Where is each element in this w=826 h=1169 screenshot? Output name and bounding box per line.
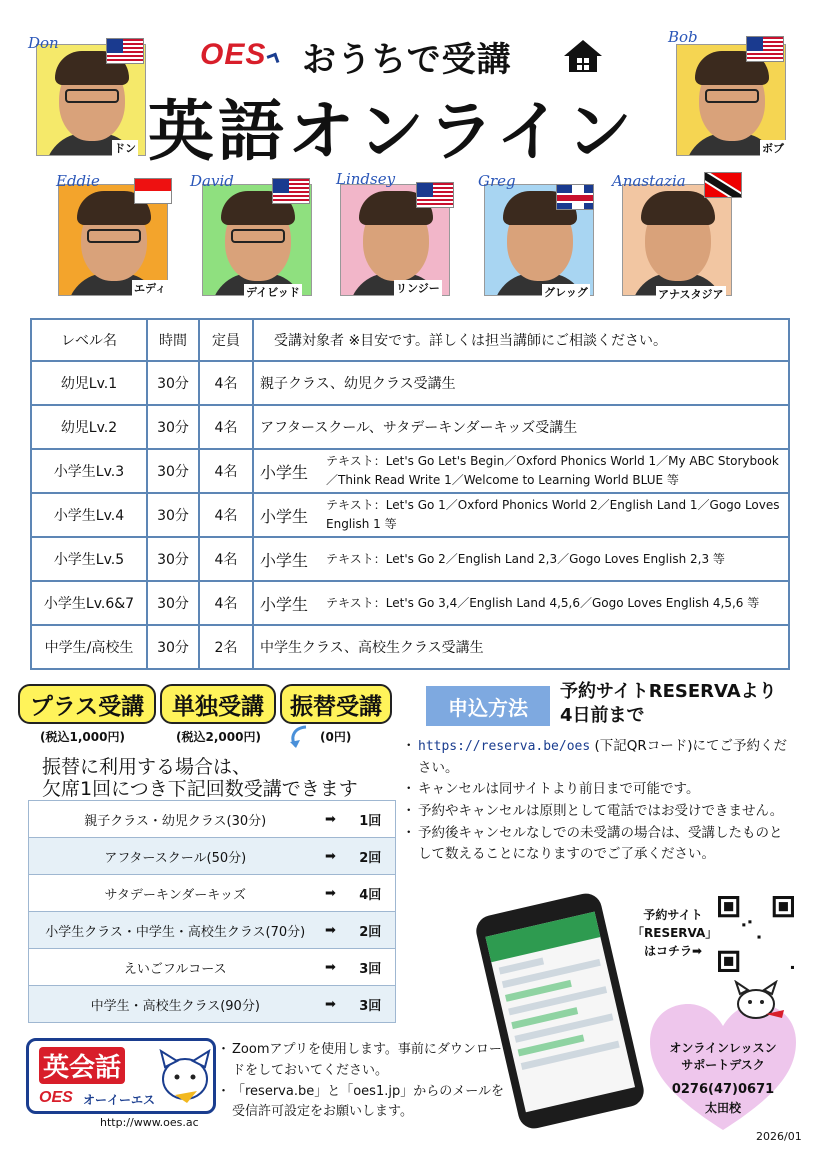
apply-item-2: ・ キャンセルは同サイトより前日まで可能です。 (404, 779, 794, 801)
level-capacity: 4名 (199, 405, 253, 449)
flag-us-icon (106, 38, 144, 64)
target-label: 小学生 (260, 462, 309, 482)
transfer-note-line2: 欠席1回につき下記回数受講できます (42, 778, 358, 800)
reserva-link[interactable]: https://reserva.be/oes (418, 739, 591, 754)
single-course-badge: 単独受講 (160, 684, 276, 724)
makeup-course-badge: 振替受講 (280, 684, 392, 724)
level-row (31, 361, 789, 405)
qr-label: 予約サイト 「RESERVA」 はコチラ➡ (632, 908, 718, 958)
level-row (31, 449, 789, 493)
website-url[interactable]: http://www.oes.ac (100, 1116, 199, 1129)
flag-us-icon (272, 178, 310, 204)
target-label: 小学生 (260, 594, 309, 614)
transfer-course: 中学生・高校生クラス(90分) (29, 986, 316, 1023)
header-time: 時間 (147, 319, 199, 361)
level-time: 30分 (147, 581, 199, 625)
teacher-name-en: Don (28, 34, 59, 52)
target-label: 親子クラス、幼児クラス受講生 (260, 376, 456, 392)
curved-arrow-icon (286, 724, 310, 750)
page-title: 英語オンライン (148, 93, 637, 170)
transfer-count: 2回 (346, 838, 396, 875)
qr-code[interactable] (718, 896, 794, 972)
transfer-row (29, 986, 396, 1023)
level-capacity: 4名 (199, 493, 253, 537)
dog-logo-icon (157, 1047, 213, 1107)
target-text: テキスト：Let's Go 1／Oxford Phonics World 2／English Land 1／Gogo Loves English 1 等 (326, 498, 780, 531)
teacher-name-jp: リンジー (396, 282, 440, 295)
flag-uk-icon (556, 184, 594, 210)
target-text: テキスト：Let's Go Let's Begin／Oxford Phonics World 1／My ABC Storybook／Think Read Write 1／Welcome to Learning World BLUE 等 (326, 454, 779, 487)
level-time: 30分 (147, 493, 199, 537)
level-table (30, 318, 790, 670)
level-row (31, 581, 789, 625)
teacher-photo-anastazia (622, 184, 732, 296)
apply-item-1: ・ https://reserva.be/oes (下記QRコード)にてご予約ください。 (404, 736, 794, 779)
target-label: 小学生 (260, 550, 309, 570)
arrow-right-icon: ➡ (316, 838, 346, 875)
flag-us-icon (416, 182, 454, 208)
target-label: 中学生クラス、高校生クラス受講生 (260, 640, 484, 656)
issue-date: 2026/01 (756, 1130, 802, 1143)
level-name: 幼児Lv.1 (31, 361, 147, 405)
teacher-name-jp: アナスタジア (658, 288, 724, 301)
level-capacity: 2名 (199, 625, 253, 669)
apply-instructions (404, 736, 794, 866)
apply-item-4: ・ 予約後キャンセルなしでの未受講の場合は、受講したものとして数えることになりますのでご了承ください。 (404, 823, 794, 866)
transfer-row (29, 838, 396, 875)
transfer-course: アフタースクール(50分) (29, 838, 316, 875)
header-level: レベル名 (31, 319, 147, 361)
level-row (31, 493, 789, 537)
level-time: 30分 (147, 537, 199, 581)
header-target: 受講対象者 ※目安です。詳しくは担当講師にご相談ください。 (253, 319, 789, 361)
transfer-count: 1回 (346, 801, 396, 838)
level-time: 30分 (147, 449, 199, 493)
footer-note-zoom: ・ Zoomアプリを使用します。事前にダウンロードをしておいてください。 (220, 1040, 504, 1082)
transfer-count: 2回 (346, 912, 396, 949)
transfer-course: 親子クラス・幼児クラス(30分) (29, 801, 316, 838)
support-desk: オンラインレッスン サポートデスク 0276(47)0671 太田校 (656, 1040, 790, 1117)
level-row (31, 537, 789, 581)
teacher-name-jp: ドン (114, 142, 136, 155)
transfer-row (29, 912, 396, 949)
footer-note-mail: ・ 「reserva.be」と「oes1.jp」からのメールを受信許可設定をお願いします。 (220, 1082, 504, 1124)
flag-id-icon (134, 178, 172, 204)
target-label: アフタースクール、サタデーキンダーキッズ受講生 (260, 420, 578, 436)
level-name: 中学生/高校生 (31, 625, 147, 669)
arrow-right-icon: ➡ (316, 912, 346, 949)
transfer-course: サタデーキンダーキッズ (29, 875, 316, 912)
level-capacity: 4名 (199, 361, 253, 405)
level-name: 幼児Lv.2 (31, 405, 147, 449)
target-text: テキスト：Let's Go 3,4／English Land 4,5,6／Gogo Loves English 4,5,6 等 (326, 595, 760, 610)
support-branch: 太田校 (704, 1100, 741, 1115)
teacher-name-en: Lindsey (336, 170, 396, 188)
teacher-name-en: Eddie (56, 172, 100, 190)
transfer-note-line1: 振替に利用する場合は、 (42, 756, 252, 778)
level-name: 小学生Lv.5 (31, 537, 147, 581)
dog-mascot-icon (726, 980, 786, 1022)
apply-method-tag: 申込方法 (426, 686, 550, 726)
transfer-row (29, 875, 396, 912)
arrow-right-icon: ➡ (316, 801, 346, 838)
flag-us-icon (746, 36, 784, 62)
transfer-count: 4回 (346, 875, 396, 912)
teacher-name-jp: ボブ (762, 142, 784, 155)
single-course-price: (税込2,000円) (176, 730, 261, 744)
transfer-row (29, 801, 396, 838)
target-label: 小学生 (260, 506, 309, 526)
level-capacity: 4名 (199, 581, 253, 625)
support-phone: 0276(47)0671 (671, 1081, 775, 1097)
oes-logo: OES (200, 38, 278, 72)
level-name: 小学生Lv.6&7 (31, 581, 147, 625)
level-time: 30分 (147, 361, 199, 405)
teacher-name-jp: デイビッド (246, 286, 300, 299)
transfer-table (28, 800, 396, 1023)
teacher-name-en: David (190, 172, 234, 190)
plus-course-badge: プラス受講 (18, 684, 156, 724)
header-capacity: 定員 (199, 319, 253, 361)
level-time: 30分 (147, 405, 199, 449)
level-time: 30分 (147, 625, 199, 669)
level-row (31, 405, 789, 449)
teacher-name-en: Bob (668, 28, 698, 46)
phone-screen (485, 912, 635, 1113)
level-name: 小学生Lv.3 (31, 449, 147, 493)
plus-course-price: (税込1,000円) (40, 730, 125, 744)
eikaiwa-logo: 英会話 OES オーイーエス (26, 1038, 216, 1114)
arrow-right-icon: ➡ (316, 986, 346, 1023)
arrow-right-icon: ➡ (316, 875, 346, 912)
level-capacity: 4名 (199, 537, 253, 581)
teacher-name-jp: グレッグ (544, 286, 588, 299)
page-subtitle: おうちで受講 (302, 40, 512, 80)
arrow-right-icon: ➡ (316, 949, 346, 986)
transfer-course: 小学生クラス・中学生・高校生クラス(70分) (29, 912, 316, 949)
level-name: 小学生Lv.4 (31, 493, 147, 537)
apply-item-3: ・ 予約やキャンセルは原則として電話ではお受けできません。 (404, 801, 794, 823)
house-icon (562, 38, 604, 74)
teacher-name-jp: エディ (134, 282, 167, 295)
transfer-row (29, 949, 396, 986)
apply-heading: 予約サイトRESERVAより 4日前まで (560, 681, 777, 727)
teacher-name-en: Anastazia (612, 172, 686, 190)
transfer-course: えいごフルコース (29, 949, 316, 986)
level-row (31, 625, 789, 669)
teacher-name-en: Greg (478, 172, 516, 190)
transfer-count: 3回 (346, 949, 396, 986)
flag-tt-icon (704, 172, 742, 198)
target-text: テキスト：Let's Go 2／English Land 2,3／Gogo Loves English 2,3 等 (326, 551, 725, 566)
footer-notes (220, 1040, 504, 1123)
transfer-count: 3回 (346, 986, 396, 1023)
makeup-course-price: (0円) (320, 730, 352, 744)
level-capacity: 4名 (199, 449, 253, 493)
